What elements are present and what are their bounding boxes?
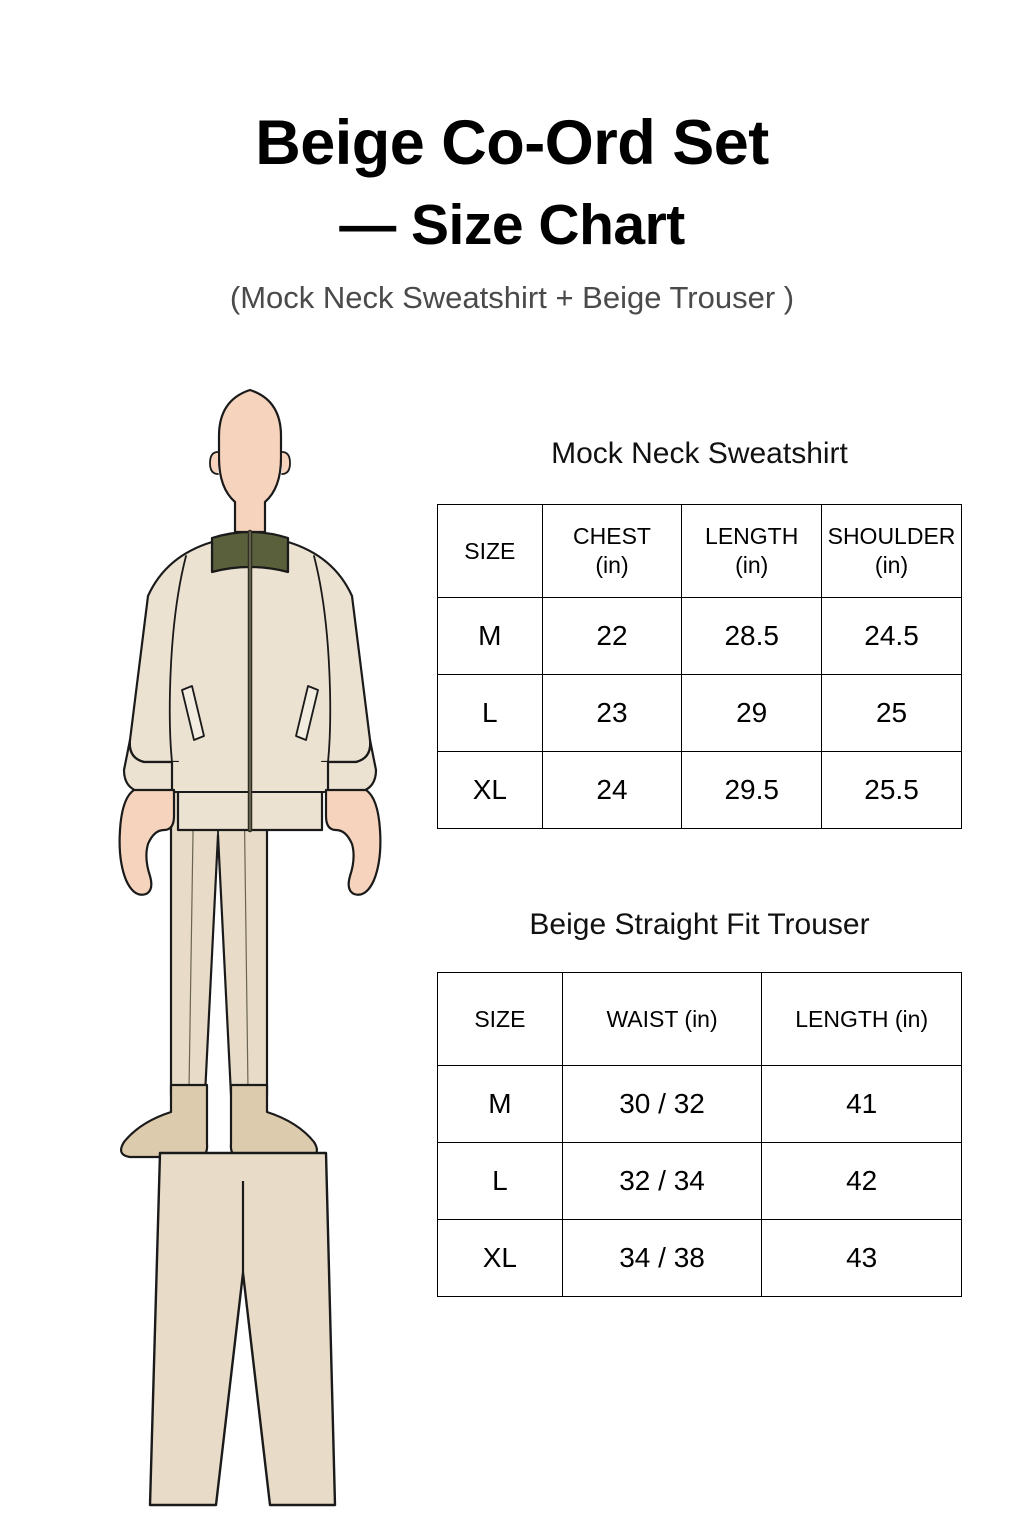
column-header-size: SIZE [438, 973, 563, 1066]
page-subtitle: (Mock Neck Sweatshirt + Beige Trouser ) [229, 280, 795, 315]
table-row [438, 1143, 962, 1220]
cell-waist: 34 / 38 [562, 1220, 762, 1297]
cell-chest: 24 [542, 752, 682, 829]
cell-size: M [438, 598, 543, 675]
column-header-size: SIZE [438, 505, 543, 598]
table-row [438, 598, 962, 675]
model-figure-svg [100, 360, 400, 1160]
table-header-row [438, 973, 962, 1066]
left-hand [120, 790, 174, 895]
trouser-flat-svg [130, 1145, 355, 1536]
cell-waist: 32 / 34 [562, 1143, 762, 1220]
cell-chest: 22 [542, 598, 682, 675]
sweatshirt-section-heading: Mock Neck Sweatshirt [551, 437, 848, 470]
page-header [0, 108, 1024, 316]
cell-shoulder: 24.5 [822, 598, 962, 675]
table-row [438, 1220, 962, 1297]
cell-size: L [438, 675, 543, 752]
head [219, 390, 281, 532]
column-header-waist: WAIST (in) [562, 973, 762, 1066]
cell-waist: 30 / 32 [562, 1066, 762, 1143]
table-row [438, 752, 962, 829]
cell-length: 43 [762, 1220, 962, 1297]
column-header-length: LENGTH (in) [762, 973, 962, 1066]
cell-shoulder: 25.5 [822, 752, 962, 829]
trouser-size-table [437, 972, 962, 1297]
sweatshirt-size-table [437, 504, 962, 829]
column-header-length: LENGTH (in) [682, 505, 822, 598]
model-illustration [100, 360, 400, 1160]
cell-shoulder: 25 [822, 675, 962, 752]
cell-length: 42 [762, 1143, 962, 1220]
page-title-line-2: — Size Chart [339, 193, 685, 257]
cell-length: 41 [762, 1066, 962, 1143]
cell-size: M [438, 1066, 563, 1143]
right-ear [282, 452, 290, 474]
left-ear [210, 452, 218, 474]
cell-length: 29.5 [682, 752, 822, 829]
trouser-flat-illustration [130, 1145, 355, 1536]
cell-length: 29 [682, 675, 822, 752]
cell-size: XL [438, 1220, 563, 1297]
page-title-line-1: Beige Co-Ord Set [255, 108, 769, 178]
column-header-chest: CHEST (in) [542, 505, 682, 598]
table-row [438, 675, 962, 752]
column-header-shoulder: SHOULDER (in) [822, 505, 962, 598]
trouser-section-heading: Beige Straight Fit Trouser [529, 908, 870, 941]
table-row [438, 1066, 962, 1143]
cell-size: XL [438, 752, 543, 829]
right-hand [326, 790, 380, 895]
cell-chest: 23 [542, 675, 682, 752]
cell-length: 28.5 [682, 598, 822, 675]
cell-size: L [438, 1143, 563, 1220]
table-header-row [438, 505, 962, 598]
